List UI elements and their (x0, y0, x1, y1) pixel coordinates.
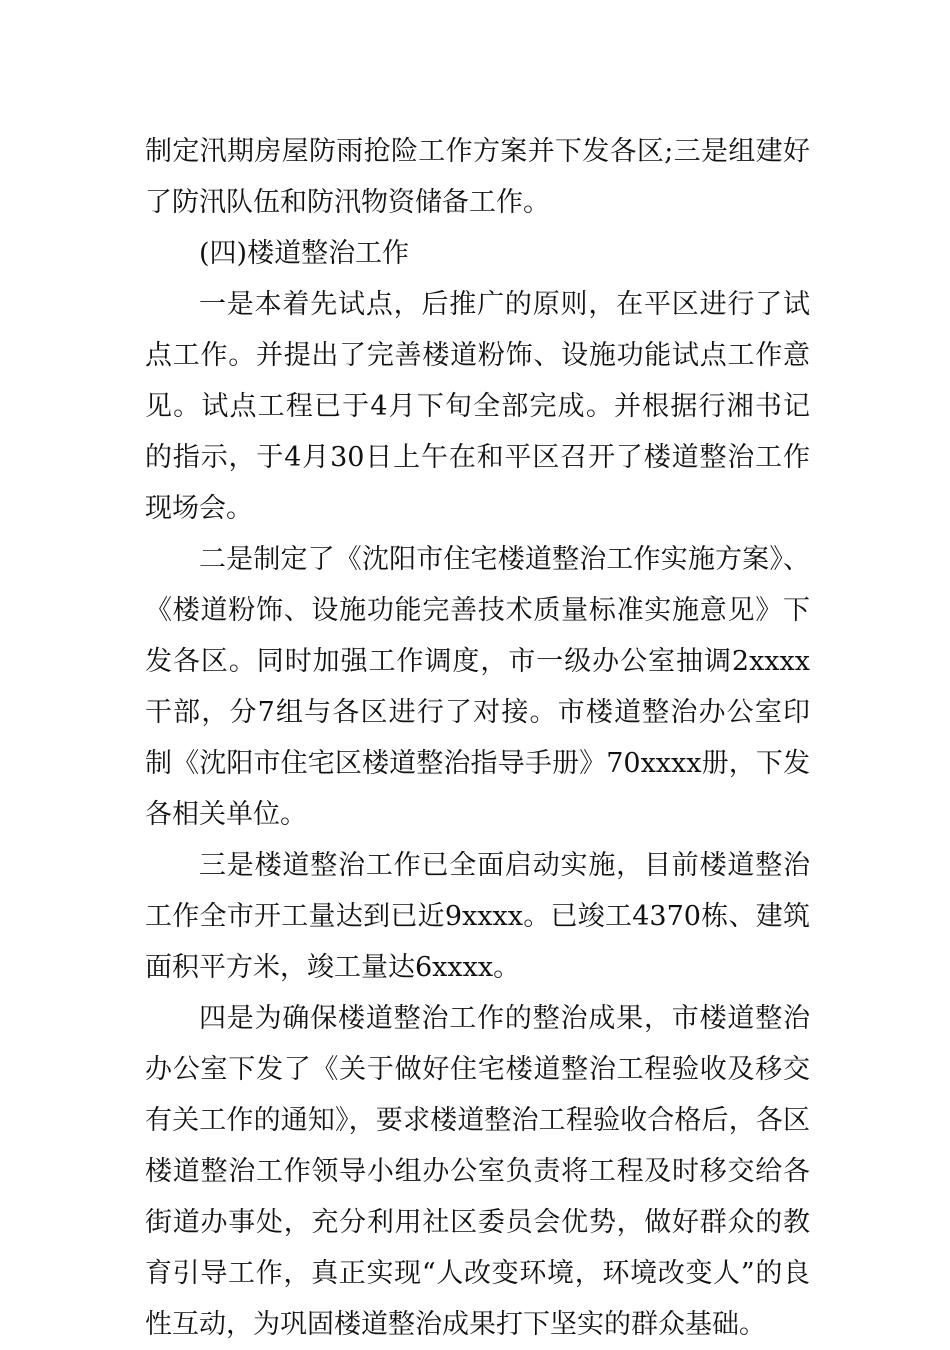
section-heading-corridor-renovation: (四)楼道整治工作 (199, 238, 410, 269)
paragraph-implementation-plan: 二是制定了《沈阳市住宅楼道整治工作实施方案》、《楼道粉饰、设施功能完善技术质量标准实施意见》下发各区。同时加强工作调度，市一级办公室抽调2xxxx干部，分7组与各区进行了对接。市楼道整治办公室印制《沈阳市住宅区楼道整治指导手册》70xxxx册，下发各相关单位。 (145, 544, 810, 830)
paragraph-pilot-work: 一是本着先试点，后推广的原则，在平区进行了试点工作。并提出了完善楼道粉饰、设施功能试点工作意见。试点工程已于4月下旬全部完成。并根据行湘书记的指示，于4月30日上午在和平区召开了楼道整治工作现场会。 (145, 289, 810, 524)
document-page (145, 126, 810, 1350)
paragraph-acceptance-handover: 四是为确保楼道整治工作的整治成果，市楼道整治办公室下发了《关于做好住宅楼道整治工程验收及移交有关工作的通知》，要求楼道整治工程验收合格后，各区楼道整治工作领导小组办公室负责将工程及时移交给各街道办事处，充分利用社区委员会优势，做好群众的教育引导工作，真正实现“人改变环境，环境改变人”的良性互动，为巩固楼道整治成果打下坚实的群众基础。 (145, 1003, 810, 1340)
paragraph-progress: 三是楼道整治工作已全面启动实施，目前楼道整治工作全市开工量达到已近9xxxx。已竣工4370栋、建筑面积平方米，竣工量达6xxxx。 (145, 850, 810, 983)
paragraph-flood-plan: 制定汛期房屋防雨抢险工作方案并下发各区;三是组建好了防汛队伍和防汛物资储备工作。 (145, 136, 810, 218)
